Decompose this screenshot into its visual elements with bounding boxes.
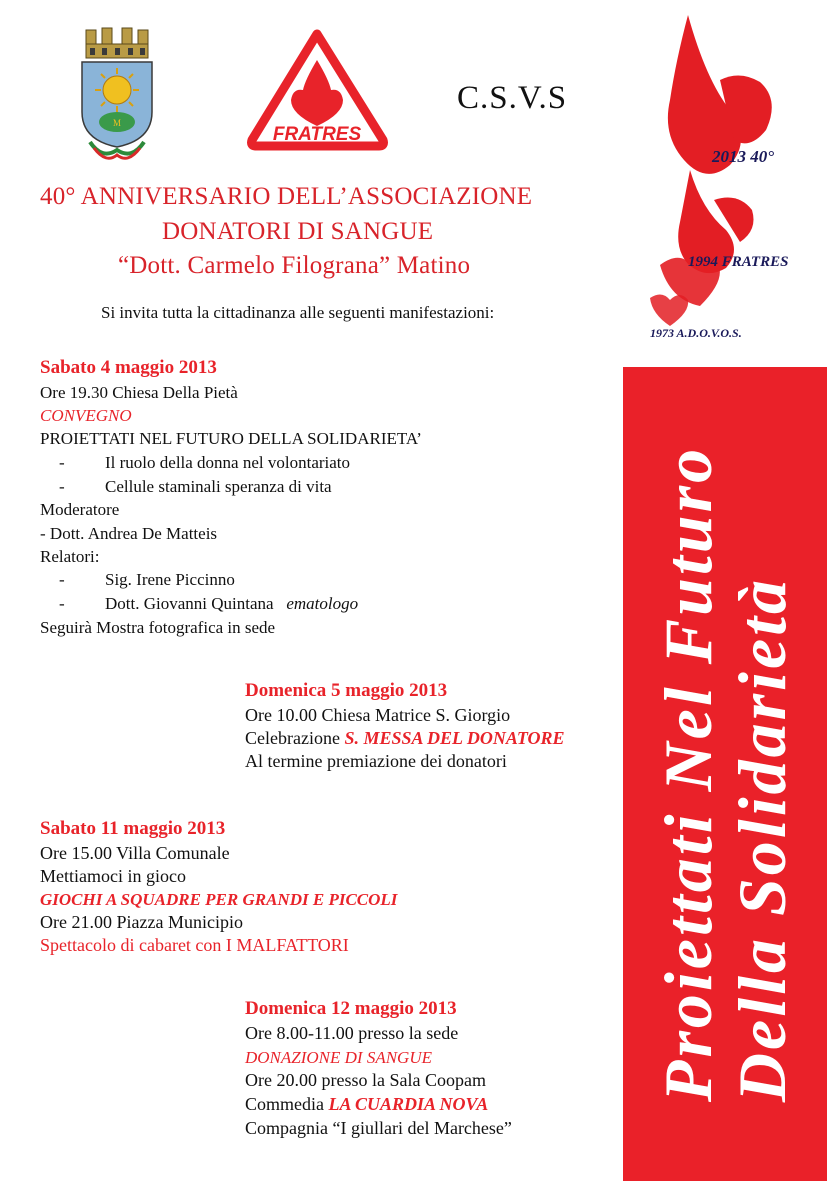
event-day-1-type: CONVEGNO <box>40 406 132 425</box>
event-day-1-closing: Seguirà Mostra fotografica in sede <box>40 618 276 637</box>
title-line-1: 40° ANNIVERSARIO DELL’ASSOCIAZIONE <box>40 183 533 210</box>
speaker-1: - Sig. Irene Piccinno <box>59 570 235 589</box>
slogan-banner <box>623 367 827 1181</box>
event-day-4-line-3: Ore 20.00 presso la Sala Coopam <box>245 1070 486 1090</box>
event-day-3-line-2: Mettiamoci in gioco <box>40 866 186 886</box>
event-day-4-line-2: DONAZIONE DI SANGUE <box>245 1048 432 1067</box>
event-day-3-line-1: Ore 15.00 Villa Comunale <box>40 843 230 863</box>
title-line-3: “Dott. Carmelo Filograna” Matino <box>118 252 471 279</box>
event-day-4-heading: Domenica 12 maggio 2013 <box>245 998 457 1019</box>
event-day-4-line-4: Commedia LA CUARDIA NOVA <box>245 1094 489 1114</box>
event-day-1-heading: Sabato 4 maggio 2013 <box>40 357 217 378</box>
event-day-3-heading: Sabato 11 maggio 2013 <box>40 818 226 839</box>
speaker-2: - Dott. Giovanni Quintana ematologo <box>59 594 359 613</box>
event-day-2-heading: Domenica 5 maggio 2013 <box>245 680 448 701</box>
drop-label-2013: 2013 40° <box>712 147 775 166</box>
drop-label-1973: 1973 A.D.O.V.O.S. <box>650 326 742 340</box>
svg-text:M: M <box>112 118 122 128</box>
moderator-label: Moderatore <box>40 500 120 519</box>
event-day-3-line-5: Spettacolo di cabaret con I MALFATTORI <box>40 935 349 955</box>
event-day-3-line-3: GIOCHI A SQUADRE PER GRANDI E PICCOLI <box>40 890 398 909</box>
org-acronym: C.S.V.S <box>457 80 568 116</box>
svg-text:FRATRES: FRATRES <box>272 124 362 145</box>
event-day-4-line-5: Compagnia “I giullari del Marchese” <box>245 1118 512 1138</box>
event-day-3-line-4: Ore 21.00 Piazza Municipio <box>40 912 243 932</box>
slogan-line-2: Della Solidarietà <box>724 576 800 1103</box>
event-day-2-line-1: Ore 10.00 Chiesa Matrice S. Giorgio <box>245 705 511 725</box>
slogan-line-1: Proiettati Nel Futuro <box>650 445 726 1103</box>
event-day-2-line-2: Celebrazione S. MESSA DEL DONATORE <box>245 728 565 748</box>
event-day-1-topic: PROIETTATI NEL FUTURO DELLA SOLIDARIETA’ <box>40 429 422 448</box>
drop-label-1994: 1994 FRATRES <box>688 254 789 270</box>
coat-of-arms-icon <box>72 22 162 167</box>
event-day-1-subtopic-2: - Cellule staminali speranza di vita <box>59 477 332 496</box>
event-day-1-time: Ore 19.30 Chiesa Della Pietà <box>40 383 238 402</box>
event-day-2-line-3: Al termine premiazione dei donatori <box>245 751 507 771</box>
speakers-label: Relatori: <box>40 547 100 566</box>
event-day-1-subtopic-1: - Il ruolo della donna nel volontariato <box>59 453 351 472</box>
title-line-2: DONATORI DI SANGUE <box>162 218 434 245</box>
event-day-4-line-1: Ore 8.00-11.00 presso la sede <box>245 1023 459 1043</box>
blood-drops-graphic <box>640 10 825 340</box>
fratres-logo <box>245 28 390 153</box>
moderator-name: - Dott. Andrea De Matteis <box>40 524 218 543</box>
invitation-text: Si invita tutta la cittadinanza alle seguenti manifestazioni: <box>101 303 495 322</box>
slogan-text <box>651 446 799 1102</box>
